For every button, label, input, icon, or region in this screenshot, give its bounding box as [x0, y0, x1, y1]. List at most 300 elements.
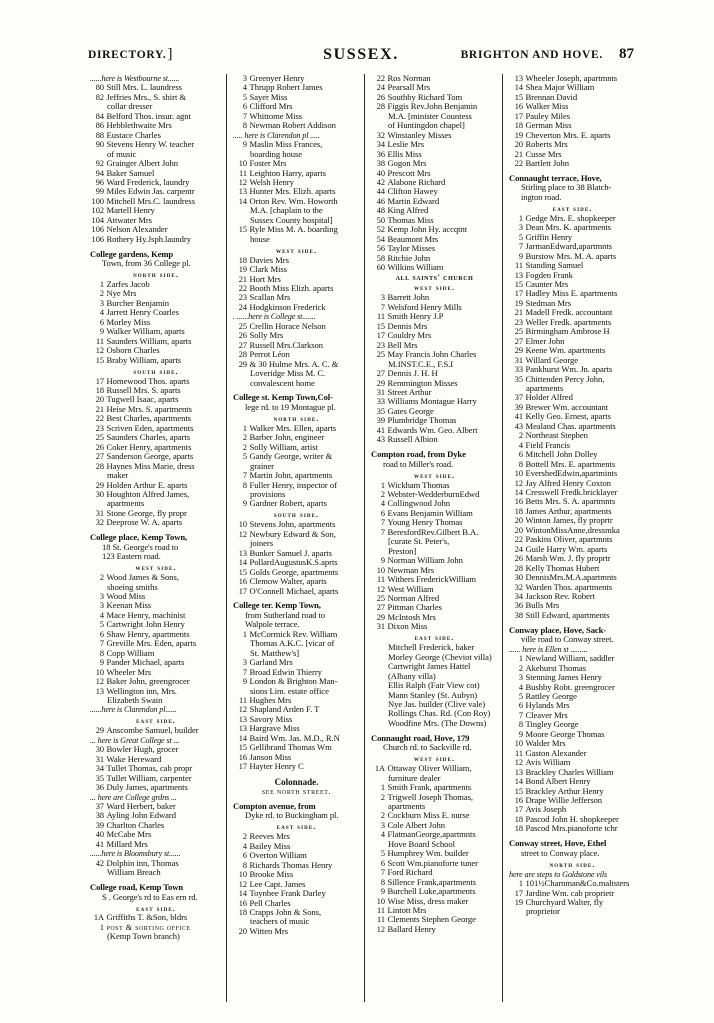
entry-name: Baker John, greengrocer — [106, 676, 190, 687]
directory-entry-unnumbered: Nye Jas. builder (Clive vale) — [388, 698, 486, 709]
street-heading-continuation: 123 Eastern road. — [102, 551, 161, 562]
entry-number: 37 — [514, 393, 523, 403]
street-heading-continuation: 18 St. George's road to — [102, 541, 179, 552]
entry-name: Dean Mrs. K. apartments — [525, 222, 611, 233]
entry-number: 20 — [238, 926, 247, 936]
entry-number: 4 — [518, 440, 523, 450]
entry-number: 6 — [380, 858, 385, 868]
entry-name: Toynbee Frank Darley — [249, 888, 326, 899]
entry-name: Newland William, saddler — [525, 653, 615, 664]
entry-name: Greenyer Henry — [249, 73, 305, 83]
cross-street-note: ...... here is Ellen st ......... — [509, 644, 588, 654]
entry-number: 15 — [514, 280, 523, 290]
entry-name: Taylor Misses — [387, 243, 436, 254]
entry-name: Paskins Oliver, apartmnts — [525, 534, 613, 545]
entry-name: Ballard Henry — [387, 923, 436, 934]
street-heading-continuation: Dyke rd. to Buckingham pl. — [245, 810, 339, 821]
entry-number: 86 — [95, 121, 104, 131]
entry-number: 33 — [376, 397, 385, 407]
entry-name: Ottaway Oliver William, — [387, 763, 472, 774]
entry-continuation: proprietor — [526, 906, 560, 917]
entry-number: 29 — [95, 726, 104, 736]
entry-number: 12 — [238, 879, 247, 889]
entry-name: Moore George Thomas — [525, 728, 605, 739]
entry-name: Solly Mrs — [249, 330, 284, 341]
entry-name: Pankhurst Wm. Jn. aparts — [525, 364, 613, 375]
entry-name: King Alfred — [387, 205, 429, 216]
entry-number: 39 — [95, 820, 104, 830]
entry-number: 32 — [376, 130, 385, 140]
entry-number: 46 — [376, 196, 385, 206]
side-label: west side. — [275, 245, 318, 255]
entry-name: Crellin Horace Nelson — [249, 320, 326, 331]
entry-name: Millard Mrs — [106, 838, 148, 849]
entry-number: 1 — [99, 922, 104, 932]
entry-number: 6 — [242, 851, 247, 861]
entry-number: 7 — [518, 242, 523, 252]
entry-name: Stenning James Henry — [525, 672, 602, 683]
entry-name: Gedge Mrs. E. shopkeeper — [525, 212, 616, 223]
entry-name: Birmingham Ambrose H — [525, 326, 610, 337]
entry-number: 29 — [238, 359, 247, 369]
entry-name: Wellington inn, Mrs. — [106, 685, 177, 696]
entry-number: 9 — [380, 887, 385, 897]
entry-number: 6 — [380, 508, 385, 518]
entry-name: Burcher Benjamin — [106, 297, 169, 308]
entry-name: Crapps John & Sons, — [249, 907, 322, 918]
entry-name: Standing Samuel — [525, 260, 584, 271]
entry-continuation: collar dresser — [107, 101, 153, 112]
entry-name: Witten Mrs — [249, 925, 289, 936]
entry-name: Wilkins William — [387, 262, 444, 273]
entry-name: Morley Miss — [106, 316, 151, 327]
entry-number: 7 — [99, 639, 104, 649]
entry-name: Brooke Miss — [249, 869, 294, 880]
entry-name: Lintott Mrs — [387, 904, 427, 915]
entry-name: Hodgkinson Frederick — [249, 301, 326, 312]
entry-number: 8 — [99, 648, 104, 658]
entry-name: Prescott Mrs — [387, 167, 431, 178]
running-head-left — [88, 46, 173, 63]
entry-number: 24 — [376, 83, 385, 93]
entry-name: Dolphin inn, Thomas — [106, 857, 179, 868]
entry-name: Overton William — [249, 850, 307, 861]
entry-number: 7 — [242, 111, 247, 121]
entry-number: 25 — [514, 327, 523, 337]
entry-name: Kemp John Hy. accqtnt — [387, 224, 468, 235]
entry-name: Newman Robert Addison — [249, 120, 336, 131]
entry-number: 12 — [95, 346, 104, 356]
entry-number: 2 — [242, 442, 247, 452]
entry-name: Martell Henry — [106, 205, 155, 216]
entry-number: 1A — [93, 913, 104, 923]
entry-number: 34 — [95, 764, 104, 774]
entry-name: Clifton Hawey — [387, 186, 438, 197]
entry-continuation: convalescent home — [250, 377, 315, 388]
entry-number: 2 — [242, 832, 247, 842]
entry-name: Cheverton Mrs. E. aparts — [525, 129, 611, 140]
entry-number: 10 — [514, 469, 523, 479]
entry-name: Gardner Robert, aparts — [249, 498, 327, 509]
entry-name: Collingwood John — [387, 498, 450, 509]
entry-name: Pearsall Mrs — [387, 82, 431, 93]
entry-name: O'Connell Michael, aparts — [249, 585, 339, 596]
cross-street-note: ..... here is Clarendon pl ..... — [233, 130, 320, 140]
directory-entry-unnumbered: Ellis Ralph (Fair View cot) — [388, 680, 480, 691]
street-heading: College road, Kemp Town — [90, 882, 184, 893]
entry-name: Ryle Miss M. A. boarding — [249, 224, 338, 235]
entry-name: West William — [387, 583, 434, 594]
entry-name: Garland Mrs — [249, 657, 293, 668]
entry-number: 20 — [514, 525, 523, 535]
entry-name: Cleaver Mrs — [525, 709, 568, 720]
entry-name: Homewood Thos. aparts — [106, 375, 190, 386]
side-label: east side. — [276, 822, 317, 832]
entry-continuation: M.A. [chaplain to the — [250, 205, 323, 216]
entry-number: 18 — [238, 908, 247, 918]
entry-name: Williams Montague Harry — [387, 396, 477, 407]
entry-number: 54 — [376, 234, 385, 244]
directory-entry — [233, 121, 360, 130]
entry-number: 3 — [99, 601, 104, 611]
entry-name: JarmanEdward,apartmnts — [525, 241, 612, 252]
entry-name: Jardine Wm. cab proprietr — [525, 887, 615, 898]
entry-number: 99 — [95, 187, 104, 197]
entry-number: 12 — [238, 177, 247, 187]
entry-name: Tugwell Isaac, aparts — [106, 394, 179, 405]
entry-number: 40 — [376, 168, 385, 178]
entry-number: 13 — [514, 767, 523, 777]
cross-reference-title: Colonnade. — [274, 776, 319, 787]
entry-number: 18 — [238, 255, 247, 265]
entry-name: Attwater Mrs — [106, 214, 152, 225]
entry-number: 25 — [238, 321, 247, 331]
entry-name: Shaw Henry, apartments — [106, 628, 190, 639]
entry-number: 11 — [239, 168, 247, 178]
directory-entry — [371, 622, 498, 631]
entry-name: Fogden Frank — [525, 269, 573, 280]
entry-name: Osborn Charles — [106, 345, 160, 356]
entry-number: 16 — [238, 898, 247, 908]
entry-number: 23 — [95, 423, 104, 433]
entry-name: Barber John, engineer — [249, 432, 325, 443]
street-heading-continuation: lege rd. to 19 Montague pl. — [245, 401, 336, 412]
entry-number: 17 — [95, 376, 104, 386]
entry-name: Willard George — [525, 354, 578, 365]
entry-name: Bottell Mrs. E. apartments — [525, 458, 616, 469]
entry-name: Welsford Henry Mills — [387, 301, 462, 312]
entry-name: EvershedEdwin,apartmints — [525, 468, 618, 479]
entry-number: 11 — [377, 312, 385, 322]
entry-name: Trigwell Joseph Thomas, — [387, 791, 474, 802]
directory-entry — [90, 235, 222, 244]
entry-name: Shapland Arden F. T — [249, 704, 320, 715]
entry-name: Dennis Mrs — [387, 320, 428, 331]
entry-name: Russell Albion — [387, 434, 438, 445]
side-label: west side. — [135, 563, 177, 573]
street-heading-continuation: ville road to Conway street. — [521, 634, 614, 645]
entry-number: 26 — [238, 331, 247, 341]
entry-number: 14 — [514, 777, 523, 787]
entry-number: 34 — [514, 591, 523, 601]
entry-number: 14 — [238, 733, 247, 743]
entry-number: 7 — [380, 868, 385, 878]
entry-name: Eustace Charles — [106, 129, 161, 140]
entry-name: Gaston Alexander — [525, 747, 587, 758]
entry-number: 29 — [376, 612, 385, 622]
entry-name: Bulls Mrs — [525, 600, 560, 611]
entry-continuation: Hove Board School — [388, 838, 455, 849]
entry-number: 15 — [238, 225, 247, 235]
directory-entry — [233, 762, 360, 771]
entry-number: 60 — [376, 263, 385, 273]
entry-number: 34 — [376, 140, 385, 150]
entry-number: 36 — [95, 783, 104, 793]
entry-name: Churchyard Walter, fly — [525, 897, 604, 908]
entry-number: 32 — [95, 518, 104, 528]
entry-name: Stedman Mrs — [525, 297, 572, 308]
entry-name: Bond Albert Henry — [525, 776, 591, 787]
entry-name: Bailey Miss — [249, 840, 291, 851]
side-label: east side. — [136, 716, 176, 726]
entry-number: 12 — [514, 478, 523, 488]
running-head-left-label: DIRECTORY. — [88, 49, 167, 61]
entry-number: 20 — [514, 516, 523, 526]
entry-name: Sillence Frank,apartments — [387, 876, 476, 887]
entry-number: 13 — [238, 724, 247, 734]
entry-name: Pander Michael, aparts — [106, 657, 185, 668]
entry-name: Dixon Miss — [387, 621, 428, 632]
entry-number: 13 — [514, 74, 523, 83]
entry-name: Leighton Harry, aparts — [249, 167, 326, 178]
entry-name: Savory Miss — [249, 713, 293, 724]
entry-number: 17 — [376, 331, 385, 341]
entry-number: 31 — [514, 355, 523, 365]
entry-number: 11 — [377, 905, 385, 915]
entry-name: Shea Major William — [525, 82, 595, 93]
side-label: north side. — [549, 859, 596, 869]
entry-name: London & Brighton Man- — [249, 676, 338, 687]
entry-number: 8 — [380, 877, 385, 887]
entry-name: Ward Herbert, baker — [106, 800, 176, 811]
street-heading: Compton road, from Dyke — [371, 449, 466, 460]
entry-name: Avis William — [525, 757, 571, 768]
entry-number: 2 — [99, 573, 104, 583]
entry-continuation: M.A. [minister Countess — [388, 110, 472, 121]
entry-number: 28 — [95, 461, 104, 471]
entry-number: 21 — [514, 149, 523, 159]
cross-street-note: . ......here is College st....... — [233, 312, 316, 322]
directory-entry-unnumbered: Rollings Chas. Rd. (Con Roy) — [388, 708, 491, 719]
entry-number: 41 — [95, 839, 104, 849]
entry-name: Withers FrederickWilliam — [387, 574, 477, 585]
entry-name: Madell Fredk. accountant — [525, 307, 613, 318]
entry-number: 2 — [380, 811, 385, 821]
entry-number: 58 — [376, 253, 385, 263]
entry-name: Golds George, apartments — [249, 566, 339, 577]
street-heading-continuation: ington road. — [521, 191, 562, 202]
entry-number: 36 — [514, 601, 523, 611]
entry-number: 24 — [514, 544, 523, 554]
cross-street-note: ......here is Clarendon pl...... — [90, 705, 177, 715]
entry-name: Richards Thomas Henry — [249, 859, 333, 870]
entry-name: Keene Wm. apartments — [525, 345, 606, 356]
directory-entry — [371, 435, 498, 444]
running-head — [88, 46, 634, 68]
directory-entry — [371, 925, 498, 934]
entry-number: 82 — [95, 92, 104, 102]
column-1 — [88, 74, 226, 1002]
entry-number: 1 — [242, 629, 247, 639]
entry-number: 13 — [514, 270, 523, 280]
entry-number: 38 — [376, 159, 385, 169]
cross-street-note: here are steps to Goldstone vils — [509, 869, 608, 879]
entry-number: 16 — [514, 497, 523, 507]
entry-name: Northeast Stephen — [525, 430, 588, 441]
column-3 — [364, 74, 502, 1002]
entry-name: Bartlett John — [525, 158, 570, 169]
entry-continuation: apartments — [526, 383, 564, 393]
entry-name: James Arthur, apartments — [525, 505, 612, 516]
entry-number: 4 — [242, 841, 247, 851]
entry-number: 42 — [95, 858, 104, 868]
entry-continuation: Loveridge Miss M. C. — [250, 368, 326, 379]
entry-name: Webster-WedderburnEdwd — [387, 488, 480, 499]
cross-street-note: ......here is Westbourne st...... — [90, 74, 180, 83]
entry-continuation: (Albany villa) — [388, 670, 436, 681]
entry-number: 15 — [376, 321, 385, 331]
entry-name: Miles Edwin Jas. carpentr — [106, 186, 195, 197]
directory-columns — [88, 74, 640, 1002]
entry-name: Gellibrand Thomas Wm — [249, 742, 332, 753]
entry-name: Martin John, apartments — [249, 470, 333, 481]
entry-number: 26 — [514, 554, 523, 564]
entry-name: Bowler Hugh, grocer — [106, 744, 179, 755]
entry-number: 10 — [238, 870, 247, 880]
street-heading: Compton avenue, from — [233, 801, 316, 812]
entry-number: 2 — [518, 663, 523, 673]
entry-number: 31 — [95, 754, 104, 764]
entry-number: 18 — [514, 814, 523, 824]
entry-name: Elmer John — [525, 335, 565, 346]
entry-continuation: sions Lim. estate office — [250, 685, 329, 696]
entry-continuation: (Kemp Town branch) — [107, 931, 180, 942]
entry-number: 14 — [514, 83, 523, 93]
entry-number: 21 — [238, 274, 247, 284]
entry-name: Burchell Luke,apartments — [387, 886, 476, 897]
entry-name: Bell Mrs — [387, 339, 418, 350]
entry-number: 5 — [242, 92, 247, 102]
entry-number: 26 — [376, 92, 385, 102]
entry-continuation: William Breach — [107, 867, 161, 878]
entry-name: Coker Henry, apartments — [106, 441, 192, 452]
entry-number: 9 — [99, 658, 104, 668]
entry-name: Maslin Miss Frances, — [249, 139, 323, 150]
entry-name: Mace Henry, machinist — [106, 609, 186, 620]
directory-entry — [90, 913, 222, 922]
entry-name: Cusse Mrs — [525, 148, 562, 159]
entry-number: 26 — [95, 442, 104, 452]
side-label: east side. — [136, 903, 176, 913]
entry-number: 35 — [376, 406, 385, 416]
entry-name: Rothery Hy.Jsph.laundry — [106, 233, 191, 244]
entry-number: 15 — [514, 786, 523, 796]
entry-number: 30 — [514, 573, 523, 583]
entry-number: 9 — [242, 140, 247, 150]
entry-number: 10 — [514, 739, 523, 749]
entry-continuation: shoeing smiths — [107, 581, 158, 592]
entry-number: 4 — [380, 499, 385, 509]
entry-name: Stone George, fly propr — [106, 507, 187, 518]
entry-number: 6 — [242, 102, 247, 112]
entry-number: 9 — [518, 729, 523, 739]
page-number: 87 — [619, 46, 634, 62]
entry-name: Thomas Miss — [387, 214, 434, 225]
entry-continuation: provisions — [250, 488, 286, 499]
directory-entry — [90, 783, 222, 792]
entry-name: Ford Richard — [387, 867, 433, 878]
entry-number: 5 — [380, 849, 385, 859]
entry-number: 27 — [95, 452, 104, 462]
entry-continuation: house — [250, 233, 270, 244]
entry-name: Hylands Mrs — [525, 700, 570, 711]
entry-number: 11 — [377, 915, 385, 925]
entry-number: 30 — [95, 489, 104, 499]
entry-number: 15 — [238, 567, 247, 577]
entry-name: Wood Miss — [106, 591, 146, 602]
side-label: west side. — [413, 754, 456, 764]
directory-entry-unnumbered: Mitchell Frederick, baker — [388, 642, 475, 653]
entry-number: 12 — [376, 584, 385, 594]
entry-number: 17 — [514, 111, 523, 121]
entry-name: McCormick Rev. William — [249, 628, 338, 639]
entry-number: 9 — [242, 677, 247, 687]
street-heading-continuation: S . George's rd to Eas ern rd. — [102, 891, 198, 902]
entry-continuation: Sussex County hospital] — [250, 214, 333, 225]
entry-number: 43 — [514, 421, 523, 431]
entry-number: 8 — [518, 720, 523, 730]
entry-number: 32 — [514, 582, 523, 592]
entry-number: 23 — [238, 293, 247, 303]
entry-name: Hayter Henry C — [249, 761, 304, 772]
entry-name: Gandy George, writer & — [249, 451, 333, 462]
entry-name: Bushby Robt. greengrocer — [525, 681, 615, 692]
entry-name: Scriven Eden, apartments — [106, 422, 194, 433]
entry-name: German Miss — [525, 120, 572, 131]
entry-number: 7 — [380, 302, 385, 312]
entry-name: Wheeler Mrs — [106, 666, 152, 677]
entry-number: 3 — [518, 223, 523, 233]
entry-name: Winstanley Misses — [387, 129, 452, 140]
entry-number: 5 — [99, 620, 104, 630]
column-2 — [226, 74, 364, 1002]
entry-name: WintonMissAnne,dressmka — [525, 524, 620, 535]
entry-name: Keenan Miss — [106, 600, 152, 611]
entry-name: Russell Mrs.Clarkson — [249, 339, 323, 350]
entry-number: 23 — [376, 340, 385, 350]
entry-number: 10 — [376, 896, 385, 906]
entry-name: Houghton Alfred James, — [106, 488, 190, 499]
entry-name: Nye Mrs — [106, 288, 137, 299]
entry-name: Foster Mrs — [249, 158, 287, 169]
entry-name: Smith Frank, apartments — [387, 782, 472, 793]
entry-number: 3 — [380, 293, 385, 303]
entry-name: McCabe Mrs — [106, 829, 152, 840]
entry-number: 7 — [380, 527, 385, 537]
entry-number: 27 — [376, 369, 385, 379]
entry-number: 27 — [238, 340, 247, 350]
entry-name: Southby Richard Tom — [387, 91, 463, 102]
